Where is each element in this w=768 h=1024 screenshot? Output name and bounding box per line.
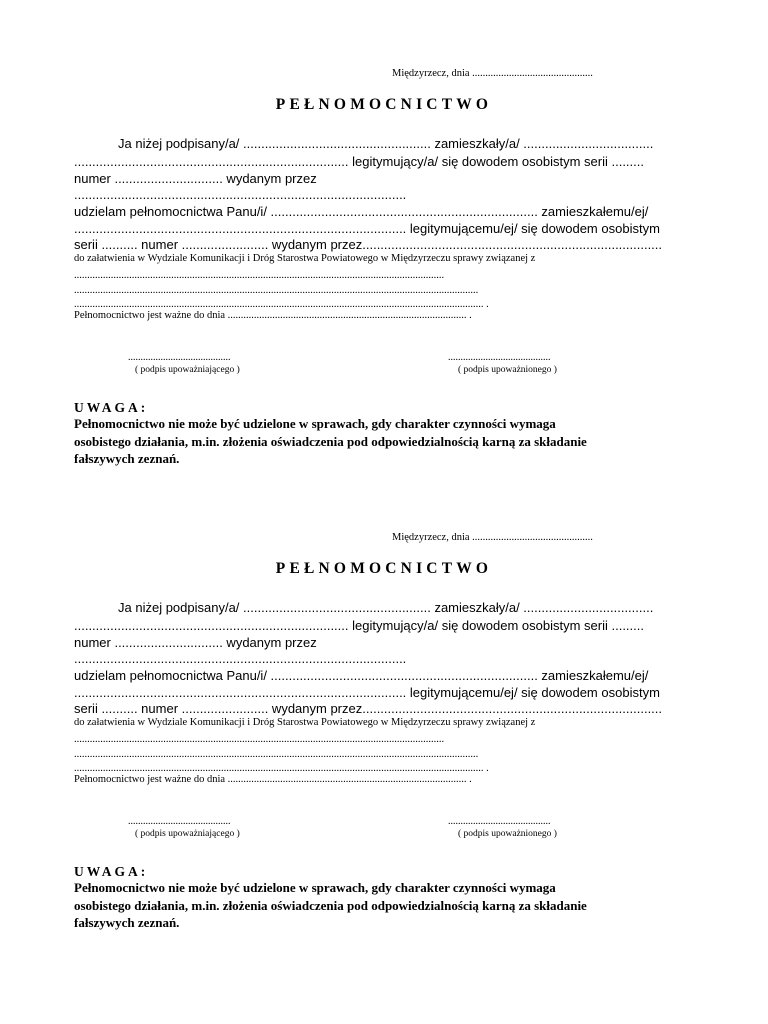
note-line: osobistego działania, m.in. złożenia oświadczenia pod odpowiedzialnością karną za składanie [74, 433, 587, 449]
purpose-blank-line: .......................................................................................................................................................... [74, 749, 479, 760]
grantor-signature-label: ( podpis upoważniającego ) [135, 365, 240, 375]
grantor-issuer-line: ............................................................................................ [74, 651, 407, 666]
purpose-blank-line: .......................................................................................................................................................... [74, 285, 479, 296]
document-title: PEŁNOMOCNICTWO [275, 560, 493, 577]
purpose-line: do załatwienia w Wydziale Komunikacji i Dróg Starostwa Powiatowego w Międzyrzeczu sprawy związanej z [74, 253, 536, 264]
grantor-name-line: Ja niżej podpisany/a/ .................................................... zamieszkały/a/ .................................... [118, 136, 654, 151]
grantor-id-series-line: ............................................................................ legitymujący/a/ się dowodem osobistym serii ......... [74, 618, 644, 633]
grantor-signature-dots: ......................................... [128, 816, 231, 827]
grantee-id-number-line: serii .......... numer ........................ wydanym przez................................................................................... [74, 701, 663, 716]
grantor-id-series-line: ............................................................................ legitymujący/a/ się dowodem osobistym serii ......... [74, 154, 644, 169]
grantee-signature-dots: ......................................... [448, 816, 551, 827]
note-heading: UWAGA: [74, 864, 149, 879]
grantor-signature-dots: ......................................... [128, 352, 231, 363]
grantee-signature-label: ( podpis upoważnionego ) [458, 365, 557, 375]
note-line: fałszywych zeznań. [74, 915, 180, 930]
grantee-signature-dots: ......................................... [448, 352, 551, 363]
validity-line: Pełnomocnictwo jest ważne do dnia ........................................................................................... . [74, 310, 472, 321]
note-line: Pełnomocnictwo nie może być udzielone w sprawach, gdy charakter czynności wymaga [74, 416, 556, 431]
purpose-line: do załatwienia w Wydziale Komunikacji i Dróg Starostwa Powiatowego w Międzyrzeczu sprawy związanej z [74, 717, 536, 728]
place-date-line: Międzyrzecz, dnia .............................................. [392, 68, 593, 79]
note-body [74, 879, 694, 932]
validity-line: Pełnomocnictwo jest ważne do dnia ........................................................................................... . [74, 774, 472, 785]
power-of-attorney-form-1 [0, 0, 768, 464]
grantor-issuer-line: ............................................................................................ [74, 187, 407, 202]
note-heading: UWAGA: [74, 400, 149, 415]
grantee-name-line: udzielam pełnomocnictwa Panu/i/ .......................................................................... zamieszkałemu/ej/ [74, 668, 649, 683]
grantor-name-line: Ja niżej podpisany/a/ .................................................... zamieszkały/a/ .................................... [118, 600, 654, 615]
document-title: PEŁNOMOCNICTWO [275, 96, 493, 113]
grantee-signature-label: ( podpis upoważnionego ) [458, 829, 557, 839]
grantor-id-number-line: numer .............................. wydanym przez [74, 635, 317, 650]
grantor-signature-label: ( podpis upoważniającego ) [135, 829, 240, 839]
power-of-attorney-form-2 [0, 464, 768, 928]
note-line: osobistego działania, m.in. złożenia oświadczenia pod odpowiedzialnością karną za składanie [74, 897, 587, 913]
grantee-id-number-line: serii .......... numer ........................ wydanym przez................................................................................... [74, 237, 663, 252]
note-line: Pełnomocnictwo nie może być udzielone w sprawach, gdy charakter czynności wymaga [74, 880, 556, 895]
grantee-name-line: udzielam pełnomocnictwa Panu/i/ .......................................................................... zamieszkałemu/ej/ [74, 204, 649, 219]
grantee-id-line: ............................................................................................ legitymującemu/ej/ się dowodem osobistym [74, 221, 660, 236]
purpose-blank-line: ............................................................................................................................................................ . [74, 763, 489, 774]
note-line: fałszywych zeznań. [74, 451, 180, 466]
purpose-blank-line: ............................................................................................................................................. [74, 270, 445, 281]
place-date-line: Międzyrzecz, dnia .............................................. [392, 532, 593, 543]
purpose-blank-line: ............................................................................................................................................................ . [74, 299, 489, 310]
purpose-blank-line: ............................................................................................................................................. [74, 734, 445, 745]
grantee-id-line: ............................................................................................ legitymującemu/ej/ się dowodem osobistym [74, 685, 660, 700]
note-body [74, 415, 694, 468]
grantor-id-number-line: numer .............................. wydanym przez [74, 171, 317, 186]
